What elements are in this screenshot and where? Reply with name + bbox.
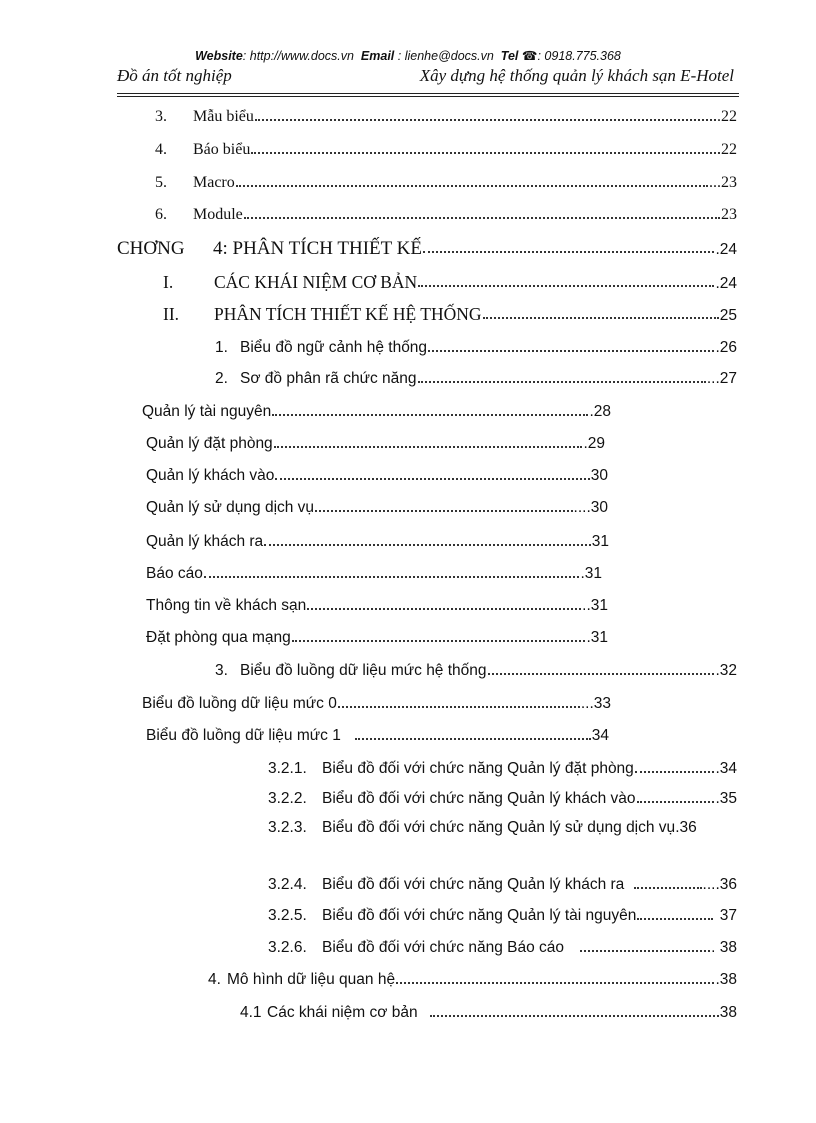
toc-entry[interactable] xyxy=(155,174,737,192)
toc-entry[interactable] xyxy=(146,499,608,517)
leader-dots xyxy=(204,576,580,578)
toc-entry[interactable] xyxy=(240,1004,737,1022)
toc-page: .35 xyxy=(715,790,737,807)
toc-title: Biểu đồ đối với chức năng Quản lý tài nguyên xyxy=(322,907,637,924)
tel-label: Tel xyxy=(500,49,519,63)
toc-title: Biểu đồ luồng dữ liệu mức 1 xyxy=(146,727,341,744)
toc-entry[interactable] xyxy=(146,533,609,551)
toc-number: 4. xyxy=(155,141,167,158)
header-rule-thin xyxy=(117,96,739,97)
toc-number: 3.2.5. xyxy=(268,907,307,924)
toc-title: Báo biểu xyxy=(193,141,251,158)
toc-title: Quản lý tài nguyên xyxy=(142,403,272,420)
toc-page: .29 xyxy=(583,435,605,452)
toc-title: 4: PHÂN TÍCH THIẾT KẾ xyxy=(213,238,422,259)
toc-entry[interactable] xyxy=(146,727,609,745)
leader-dots xyxy=(423,251,714,253)
toc-number: 2. xyxy=(215,370,228,387)
toc-title: Mô hình dữ liệu quan hệ xyxy=(227,971,396,988)
toc-number: 4. xyxy=(208,971,221,988)
toc-title: Biểu đồ đối với chức năng Quản lý khách vào xyxy=(322,790,636,807)
tel-value: : 0918.775.368 xyxy=(537,49,621,63)
toc-number: 3.2.2. xyxy=(268,790,307,807)
toc-title: Macro xyxy=(193,174,235,191)
toc-page: ....30 xyxy=(573,499,608,516)
toc-page: .32 xyxy=(715,662,737,679)
leader-dots xyxy=(315,510,572,512)
toc-entry[interactable] xyxy=(155,206,737,224)
toc-title: Biểu đồ đối với chức năng Báo cáo xyxy=(322,939,564,956)
leader-dots xyxy=(418,285,714,287)
toc-entry[interactable] xyxy=(268,907,737,925)
leader-dots xyxy=(635,771,715,773)
toc-page: .26 xyxy=(715,339,737,356)
toc-title: Đặt phòng qua mạng xyxy=(146,629,291,646)
leader-dots xyxy=(637,801,715,803)
website-contact-bar xyxy=(0,48,816,63)
toc-number: 3. xyxy=(155,108,167,125)
toc-entry[interactable] xyxy=(268,790,737,808)
toc-title: Module xyxy=(193,206,243,223)
toc-entry[interactable] xyxy=(215,662,737,680)
toc-entry[interactable] xyxy=(268,760,737,778)
toc-title: Mẫu biểu xyxy=(193,108,254,125)
toc-number: 6. xyxy=(155,206,167,223)
toc-number: CHƠNG xyxy=(117,238,185,259)
toc-number: I. xyxy=(163,272,174,292)
toc-page: 25 xyxy=(719,307,737,324)
leader-dots xyxy=(483,317,719,319)
toc-page: .24 xyxy=(715,275,737,292)
toc-title: Biểu đồ luồng dữ liệu mức hệ thống xyxy=(240,662,487,679)
toc-page: ..31 xyxy=(582,597,608,614)
toc-page: .28 xyxy=(589,403,611,420)
toc-entry[interactable] xyxy=(268,819,738,837)
leader-dots xyxy=(355,738,591,740)
toc-entry[interactable] xyxy=(142,695,611,713)
toc-page: ...23 xyxy=(709,174,737,191)
toc-number: 3.2.4. xyxy=(268,876,307,893)
toc-title: Biểu đồ ngữ cảnh hệ thống xyxy=(240,339,428,356)
toc-page: ....36 xyxy=(702,876,737,893)
website-url[interactable]: : http://www.docs.vn xyxy=(242,49,354,63)
toc-entry[interactable] xyxy=(155,141,737,159)
toc-page: 22 xyxy=(721,141,737,158)
toc-number: 3.2.1. xyxy=(268,760,307,777)
leader-dots xyxy=(428,350,714,352)
toc-number: 3.2.3. xyxy=(268,819,307,836)
toc-page: .38 xyxy=(715,971,737,988)
toc-number: II. xyxy=(163,304,180,324)
leader-dots xyxy=(255,119,716,121)
leader-dots xyxy=(637,918,712,920)
toc-number: 5. xyxy=(155,174,167,191)
toc-page: ...33 xyxy=(580,695,611,712)
toc-page: 23 xyxy=(721,206,737,223)
toc-page: 34 xyxy=(591,727,609,744)
toc-page: 30 xyxy=(590,467,608,484)
leader-dots xyxy=(264,544,591,546)
toc-number: 4.1 xyxy=(240,1004,262,1021)
toc-page: .34 xyxy=(715,760,737,777)
phone-icon: ☎ xyxy=(521,49,538,63)
toc-title: Biểu đồ đối với chức năng Quản lý sử dụng dịch vụ xyxy=(322,819,676,836)
header-right-title: Xây dựng hệ thống quản lý khách sạn E-Hotel xyxy=(419,66,734,85)
leader-dots xyxy=(580,950,710,952)
leader-dots xyxy=(274,446,583,448)
toc-number: 3.2.6. xyxy=(268,939,307,956)
toc-page: . 38 xyxy=(711,939,737,956)
leader-dots xyxy=(338,706,580,708)
toc-title: Sơ đồ phân rã chức năng xyxy=(240,370,417,387)
website-label: Website xyxy=(195,49,243,63)
toc-number: 1. xyxy=(215,339,228,356)
toc-entry[interactable] xyxy=(146,629,608,647)
leader-dots xyxy=(396,982,714,984)
email-value[interactable]: : lienhe@docs.vn xyxy=(397,49,494,63)
toc-entry[interactable] xyxy=(215,339,737,357)
toc-title: Biểu đồ luồng dữ liệu mức 0 xyxy=(142,695,337,712)
email-label: Email xyxy=(360,49,395,63)
leader-dots xyxy=(307,608,581,610)
leader-dots xyxy=(272,414,588,416)
toc-entry[interactable] xyxy=(146,435,605,453)
toc-title: Biểu đồ đối với chức năng Quản lý khách ra xyxy=(322,876,625,893)
toc-page: 37 xyxy=(719,907,737,924)
toc-title: Quản lý đặt phòng xyxy=(146,435,273,452)
toc-page: 31 xyxy=(591,533,609,550)
toc-page: .31 xyxy=(586,629,608,646)
toc-page: 38 xyxy=(719,1004,737,1021)
toc-page: .22 xyxy=(717,108,737,125)
toc-entry[interactable] xyxy=(142,403,611,421)
toc-entry[interactable] xyxy=(215,370,737,388)
toc-section-entry[interactable] xyxy=(163,272,737,293)
leader-dots xyxy=(418,381,706,383)
toc-title: Quản lý khách ra xyxy=(146,533,264,550)
toc-title: Quản lý sử dụng dịch vụ xyxy=(146,499,315,516)
toc-title: Báo cáo xyxy=(146,565,203,582)
leader-dots xyxy=(251,152,720,154)
leader-dots xyxy=(275,478,589,480)
toc-chapter-entry[interactable] xyxy=(117,238,737,260)
leader-dots xyxy=(634,887,701,889)
toc-page: .31 xyxy=(580,565,602,582)
toc-entry[interactable] xyxy=(146,565,602,583)
toc-title: Thông tin về khách sạn xyxy=(146,597,307,614)
header-rule-thick xyxy=(117,93,739,94)
toc-entry[interactable] xyxy=(208,971,737,989)
toc-entry[interactable] xyxy=(268,876,737,894)
toc-title: Các khái niệm cơ bản xyxy=(267,1004,418,1021)
leader-dots xyxy=(430,1015,719,1017)
toc-page: ...27 xyxy=(706,370,737,387)
toc-entry[interactable] xyxy=(268,939,737,957)
toc-title: PHÂN TÍCH THIẾT KẾ HỆ THỐNG xyxy=(214,304,482,324)
toc-page: .24 xyxy=(715,241,737,258)
toc-title: Quản lý khách vào xyxy=(146,467,275,484)
leader-dots xyxy=(244,217,720,219)
toc-entry[interactable] xyxy=(146,597,608,615)
toc-entry[interactable] xyxy=(155,108,737,126)
toc-entry[interactable] xyxy=(146,467,608,485)
leader-dots xyxy=(292,640,586,642)
leader-dots xyxy=(236,185,708,187)
toc-title: CÁC KHÁI NIỆM CƠ BẢN xyxy=(214,272,418,292)
toc-title: Biểu đồ đối với chức năng Quản lý đặt phòng xyxy=(322,760,634,777)
header-left-title: Đồ án tốt nghiệp xyxy=(117,66,232,85)
toc-section-entry[interactable] xyxy=(163,304,737,325)
leader-dots xyxy=(488,673,715,675)
toc-page: .36 xyxy=(675,819,697,836)
toc-number: 3. xyxy=(215,662,228,679)
